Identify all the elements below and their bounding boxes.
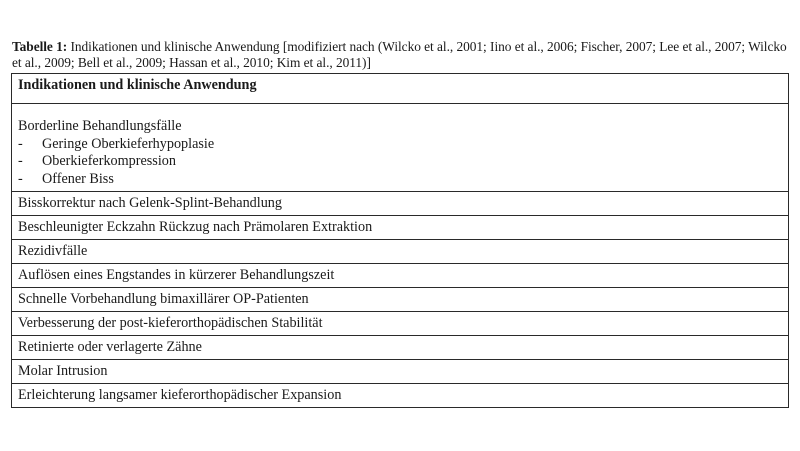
caption-text: Indikationen und klinische Anwendung [modifiziert nach (Wilcko et al., 2001; Iino et al., 2006; Fischer, 2007; Lee et al., 2007; Wilcko et al., 2009; Bell et al., 2009; Hassan et al., 2010; Kim et al., 2011)] bbox=[12, 39, 787, 70]
table-caption bbox=[12, 39, 788, 70]
table-row bbox=[12, 335, 789, 359]
table-cell: Bisskorrektur nach Gelenk-Splint-Behandlung bbox=[12, 191, 789, 215]
table-cell: Retinierte oder verlagerte Zähne bbox=[12, 335, 789, 359]
table-cell: Erleichterung langsamer kieferorthopädischer Expansion bbox=[12, 383, 789, 407]
group-list-item bbox=[18, 153, 782, 171]
table-row bbox=[12, 383, 789, 407]
table-cell: Verbesserung der post-kieferorthopädischen Stabilität bbox=[12, 311, 789, 335]
group-list-item-label: Geringe Oberkieferhypoplasie bbox=[42, 135, 215, 152]
group-list bbox=[18, 136, 782, 189]
group-list-item bbox=[18, 171, 782, 189]
group-list-item-label: Offener Biss bbox=[42, 170, 114, 187]
table-header: Indikationen und klinische Anwendung bbox=[12, 74, 789, 104]
group-list-item bbox=[18, 136, 782, 154]
group-title: Borderline Behandlungsfälle bbox=[18, 118, 182, 134]
bullet-dash: - bbox=[18, 170, 23, 187]
table-cell: Molar Intrusion bbox=[12, 359, 789, 383]
group-cell bbox=[12, 110, 789, 191]
table-row bbox=[12, 215, 789, 239]
table-cell: Beschleunigter Eckzahn Rückzug nach Prämolaren Extraktion bbox=[12, 215, 789, 239]
table-row bbox=[12, 239, 789, 263]
table-row bbox=[12, 263, 789, 287]
indications-table bbox=[11, 73, 789, 408]
table-row bbox=[12, 359, 789, 383]
table-header-row bbox=[12, 74, 789, 104]
table-group-row bbox=[12, 110, 789, 191]
table-cell: Auflösen eines Engstandes in kürzerer Behandlungszeit bbox=[12, 263, 789, 287]
group-list-item-label: Oberkieferkompression bbox=[42, 153, 176, 169]
bullet-dash: - bbox=[18, 153, 23, 169]
bullet-dash: - bbox=[18, 135, 23, 152]
table-cell: Rezidivfälle bbox=[12, 239, 789, 263]
table-row bbox=[12, 191, 789, 215]
table-cell: Schnelle Vorbehandlung bimaxillärer OP-Patienten bbox=[12, 287, 789, 311]
table-row bbox=[12, 287, 789, 311]
caption-label: Tabelle 1: bbox=[12, 39, 68, 54]
table-row bbox=[12, 311, 789, 335]
